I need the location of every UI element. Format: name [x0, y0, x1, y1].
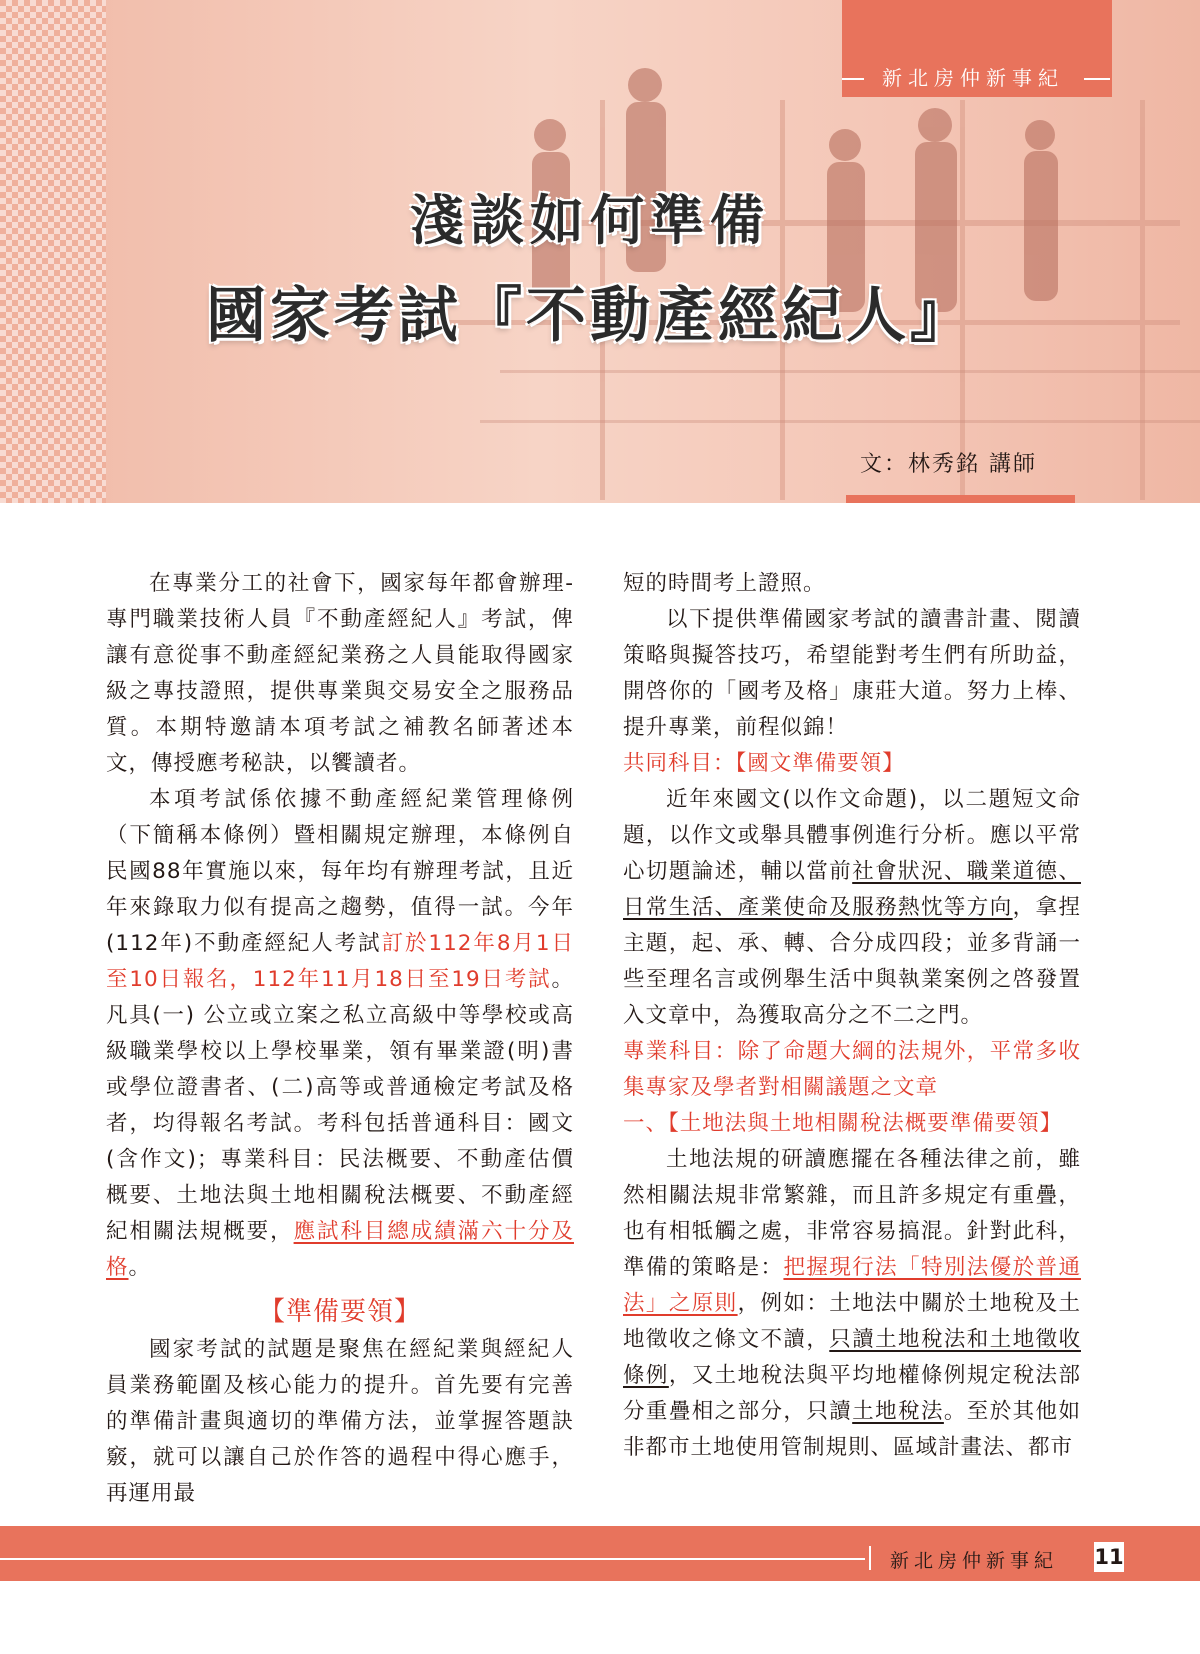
- exam-dates-highlight: 訂於112年8月1日至10日報名，112年11月18日至19日考試: [106, 931, 574, 992]
- section-heading: 【準備要領】: [258, 1297, 421, 1327]
- left-column: [106, 566, 574, 1512]
- land-law-paragraph: [623, 1142, 1081, 1466]
- chinese-text-a: 近年來國文(以作文命題)，以二題短文命題，以作文或舉具體事例進行分析。應以平常心切題論述，輔以當前: [623, 787, 1081, 884]
- land-law-text-d: 。至於其他如非都市土地使用管制規則、區域計畫法、都市: [623, 1399, 1081, 1460]
- preparation-paragraph: 國家考試的試題是聚焦在經紀業與經紀人員業務範圍及核心能力的提升。首先要有完善的準備計畫與適切的準備方法，並掌握答題訣竅，就可以讓自己於作答的過程中得心應手，再運用最: [106, 1337, 574, 1506]
- footer-divider: [869, 1546, 871, 1570]
- pass-score-highlight: 應試科目總成績滿六十分及格: [106, 1219, 574, 1280]
- exam-info-paragraph: [106, 782, 574, 1286]
- column-tag: 新北房仲新事紀: [882, 66, 1064, 90]
- page-number: 11: [1094, 1542, 1124, 1572]
- author-byline: 文：林秀銘 講師: [860, 452, 1037, 477]
- chinese-text-b: ，拿捏主題，起、承、轉、合分成四段；並多背誦一些至理名言或例舉生活中與執業案例之啓發置入文章中，為獲取高分之不二之門。: [623, 895, 1081, 1028]
- tag-right-line: [1084, 78, 1110, 80]
- footer-rule: [0, 1558, 865, 1560]
- chinese-topics-underlined: 社會狀況、職業道德、日常生活、產業使命及服務熱忱等方向: [623, 859, 1081, 920]
- subheading-chinese: 共同科目：【國文準備要領】: [623, 751, 905, 776]
- article-title-line2: 國家考試『不動產經紀人』: [206, 281, 974, 351]
- exam-info-text-c: 。: [128, 1255, 152, 1280]
- study-plan-paragraph: 以下提供準備國家考試的讀書計畫、閱讀策略與擬答技巧，希望能對考生們有所助益，開啓你的「國考及格」康莊大道。努力上棒、提升專業，前程似錦！: [623, 607, 1081, 740]
- header-banner: [0, 0, 1200, 503]
- author-underline-bar: [846, 495, 1075, 503]
- subheading-professional: 專業科目：除了命題大綱的法規外，平常多收集專家及學者對相關議題之文章: [623, 1039, 1081, 1100]
- continuation-paragraph: 短的時間考上證照。: [623, 571, 826, 596]
- land-law-text-c: ，又土地稅法與平均地權條例規定稅法部分重疊相之部分，只讀: [623, 1363, 1081, 1424]
- land-law-text-a: 土地法規的研讀應擺在各種法律之前，雖然相關法規非常繁雜，而且許多規定有重疊，也有相牴觸之處，非常容易搞混。針對此科，準備的策略是：: [623, 1147, 1081, 1280]
- decorative-pattern: [0, 0, 106, 503]
- exam-info-text-a: 本項考試係依據不動產經紀業管理條例（下簡稱本條例）暨相關規定辦理，本條例自民國88年實施以來，每年均有辦理考試，且近年來錄取力似有提高之趨勢，值得一試。今年(112年)不動產經紀人考試: [106, 787, 574, 956]
- chinese-paragraph: [623, 782, 1081, 1034]
- tag-left-line: [842, 78, 864, 80]
- right-column: [623, 566, 1081, 1466]
- footer-magazine-name: 新北房仲新事紀: [890, 1550, 1059, 1572]
- land-law-text-b: ，例如：土地法中關於土地稅及土地徵收之條文不讀，: [623, 1291, 1081, 1352]
- exam-info-text-b: 。凡具(一) 公立或立案之私立高級中等學校或高級職業學校以上學校畢業，領有畢業證(明)書或學位證書者、(二)高等或普通檢定考試及格者，均得報名考試。考科包括普通科目：國文(含作文)；專業科目：民法概要、不動產估價概要、土地法與土地相關稅法概要、不動產經紀相關法規概要，: [106, 967, 574, 1244]
- article-title-line1: 淺談如何準備: [410, 189, 770, 252]
- subheading-land-law: 一、【土地法與土地相關稅法概要準備要領】: [623, 1111, 1063, 1136]
- intro-paragraph: 在專業分工的社會下，國家每年都會辦理-專門職業技術人員『不動產經紀人』考試，俾讓有意從事不動產經紀業務之人員能取得國家級之專技證照，提供專業與交易安全之服務品質。本期特邀請本項考試之補教名師著述本文，傳授應考秘訣，以饗讀者。: [106, 571, 574, 776]
- land-tax-law-underlined: 只讀土地稅法和土地徵收條例: [623, 1327, 1081, 1388]
- special-law-principle-highlight: 把握現行法「特別法優於普通法」之原則: [623, 1255, 1081, 1316]
- land-tax-underlined: 土地稅法: [852, 1399, 944, 1424]
- footer-top-bar: [0, 1526, 1200, 1536]
